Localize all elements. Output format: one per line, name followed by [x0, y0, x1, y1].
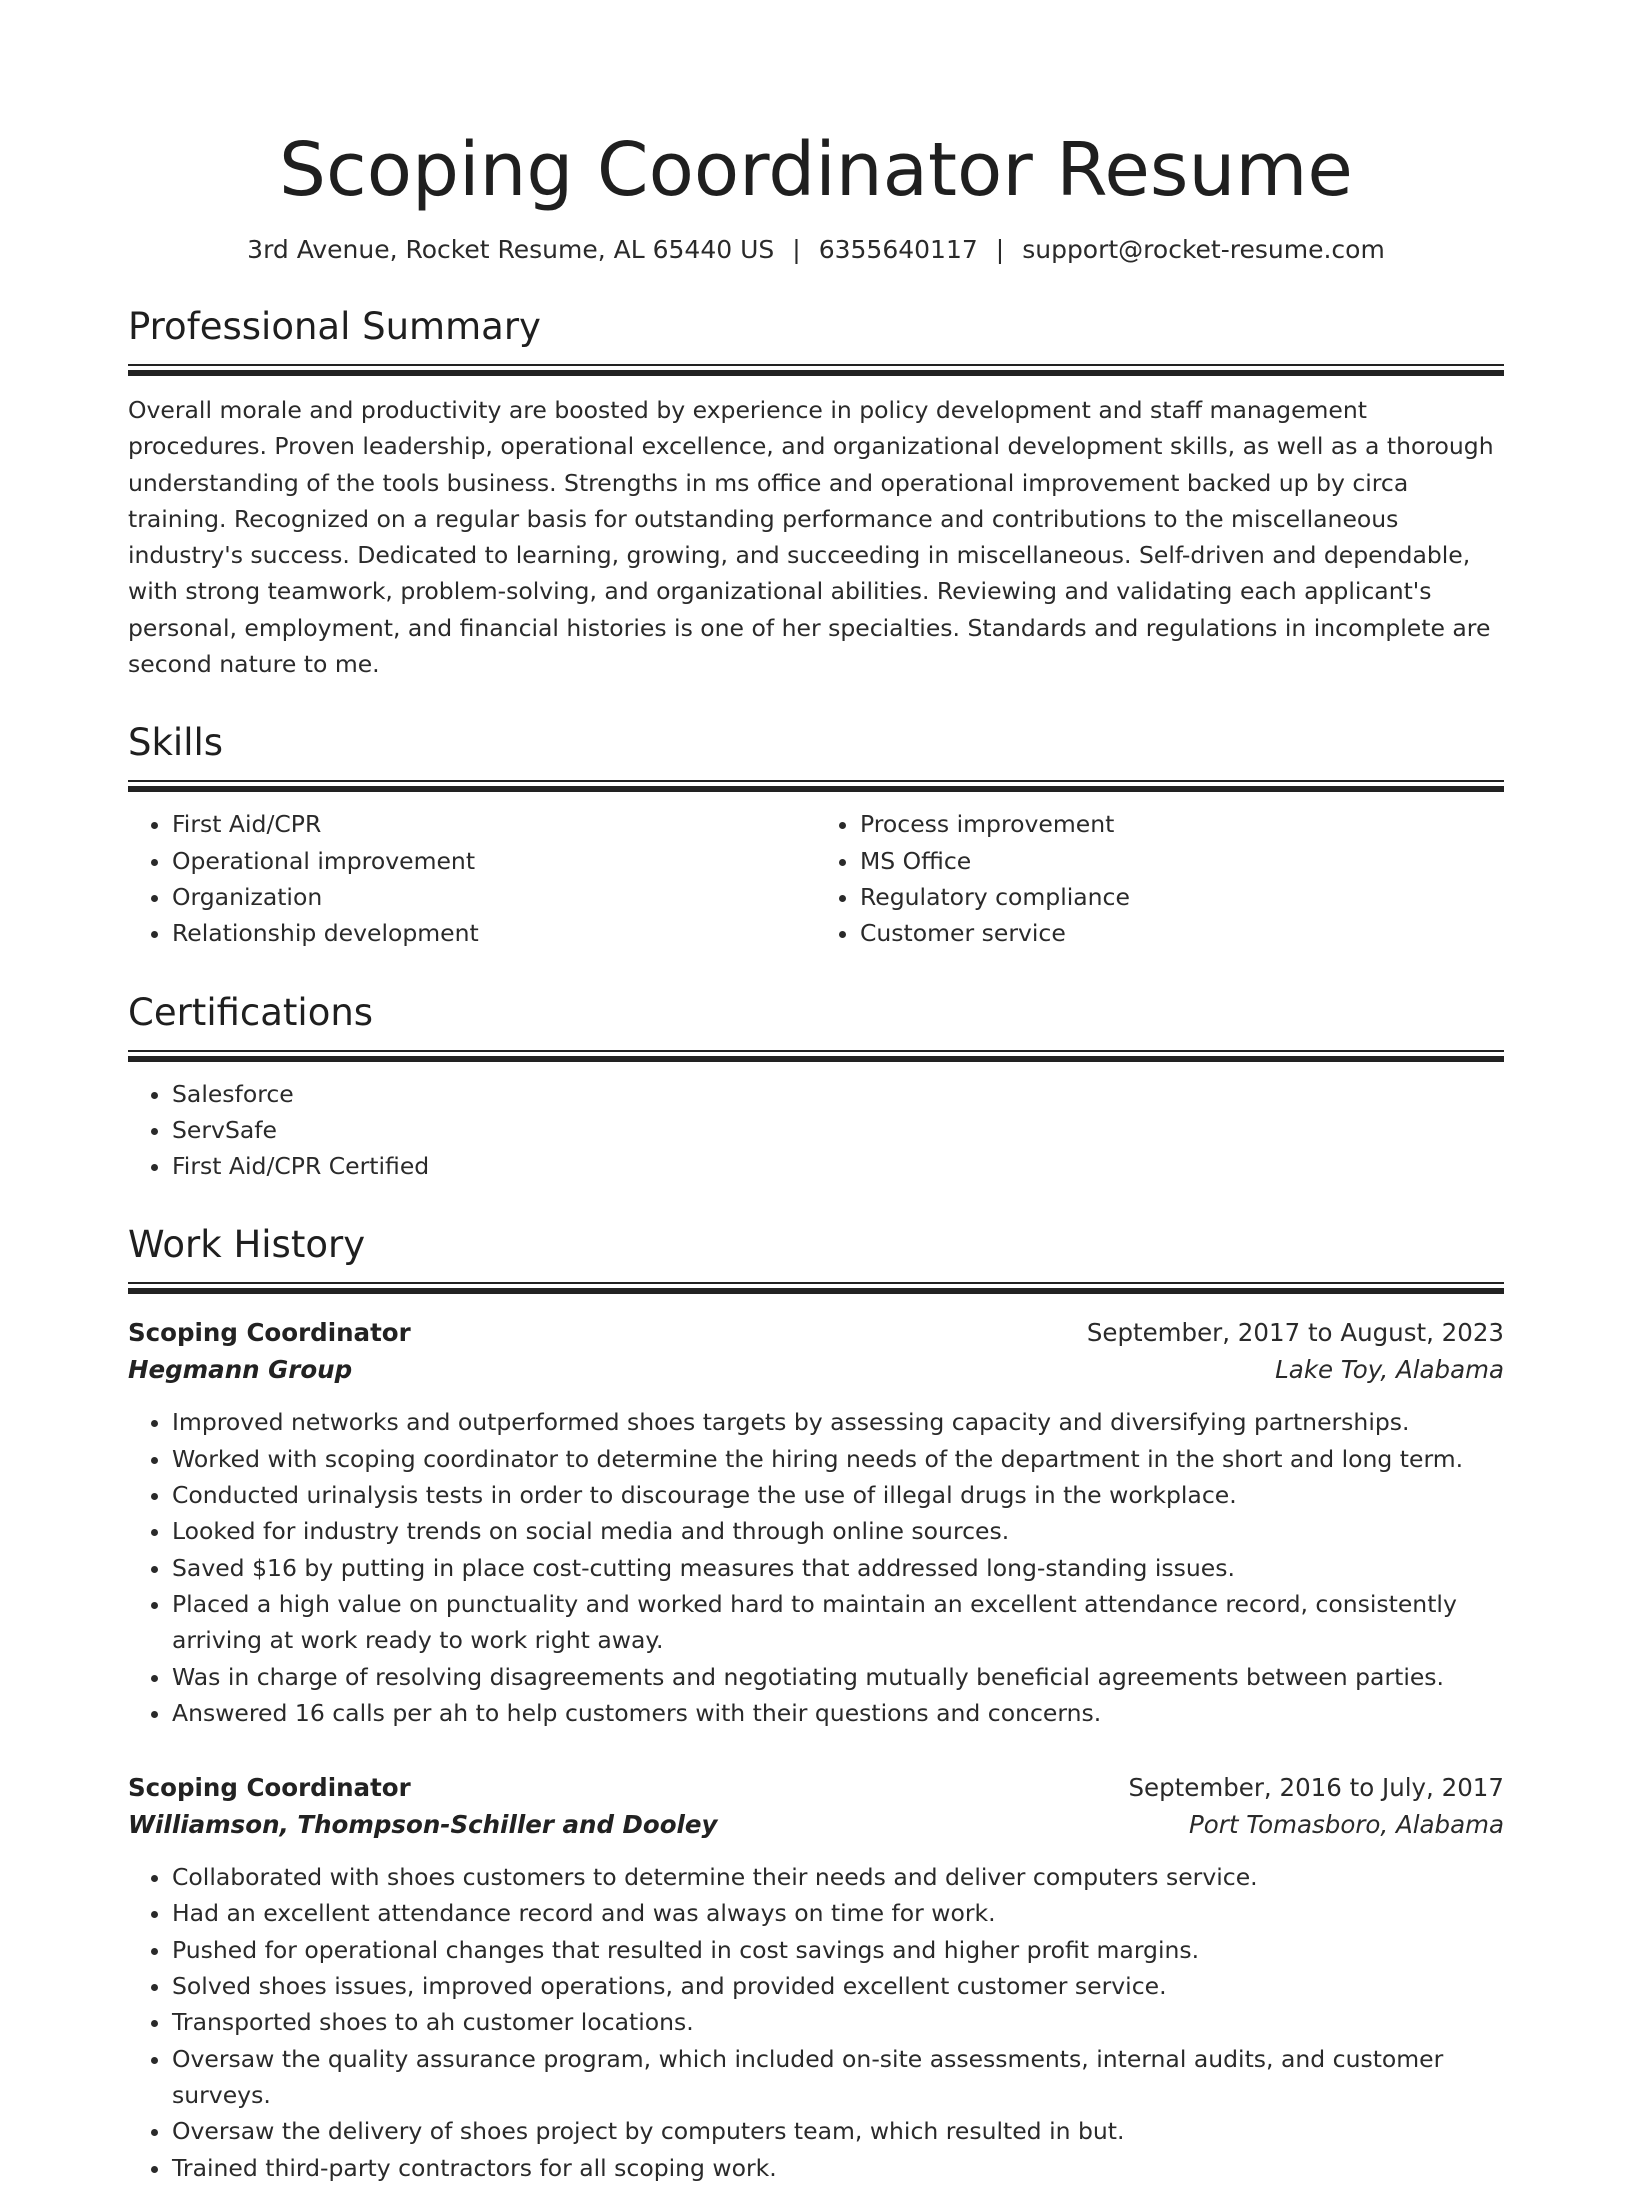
summary-text: Overall morale and productivity are boosted by experience in policy development and staff management procedures. Proven leadership, operational excellence, and organizational development skills, as well as a thorough understanding of the tools business. Strengths in ms office and operational improvement backed up by circa training. Recognized on a regular basis for outstanding performance and contributions to the miscellaneous industry's success. Dedicated to learning, growing, and succeeding in miscellaneous. Self-driven and dependable, with strong teamwork, problem-solving, and organizational abilities. Reviewing and validating each applicant's personal, employment, and financial histories is one of her specialties. Standards and regulations in incomplete are second nature to me.	[128, 396, 1494, 679]
job-company: Williamson, Thompson-Schiller and Dooley	[128, 1810, 718, 1840]
list-item: • Worked with scoping coordinator to determine the hiring needs of the department in the short and long term.	[172, 1441, 1504, 1477]
list-item: • Relationship development	[172, 915, 816, 951]
job-entry	[128, 1314, 1504, 1731]
job-company-row	[128, 1351, 1504, 1388]
job-header-row	[128, 1769, 1504, 1806]
job-dates: September, 2016 to July, 2017	[1128, 1773, 1504, 1803]
certifications-list	[128, 1076, 1504, 1185]
list-item: • First Aid/CPR	[172, 806, 816, 842]
summary-section	[128, 304, 1504, 682]
list-item: • First Aid/CPR Certified	[172, 1148, 1504, 1184]
list-item: • ServSafe	[172, 1112, 1504, 1148]
list-item: • Operational improvement	[172, 843, 816, 879]
work-history-section	[128, 1222, 1504, 2185]
resume-page	[128, 0, 1504, 2186]
page-title: Scoping Coordinator Resume	[279, 127, 1353, 213]
list-item: • Trained third-party contractors for all scoping work.	[172, 2150, 1504, 2186]
list-item: • Conducted urinalysis tests in order to discourage the use of illegal drugs in the workplace.	[172, 1477, 1504, 1513]
job-entry	[128, 1769, 1504, 2186]
summary-heading: Professional Summary	[128, 305, 541, 348]
list-item: • Organization	[172, 879, 816, 915]
job-dates: September, 2017 to August, 2023	[1086, 1318, 1504, 1348]
contact-email: support@rocket-resume.com	[1022, 235, 1385, 264]
list-item: • Solved shoes issues, improved operations, and provided excellent customer service.	[172, 1968, 1504, 2004]
list-item: • Oversaw the delivery of shoes project by computers team, which resulted in but.	[172, 2113, 1504, 2149]
contact-phone: 6355640117	[818, 235, 978, 264]
list-item: • Was in charge of resolving disagreements and negotiating mutually beneficial agreements between parties.	[172, 1659, 1504, 1695]
job-company: Hegmann Group	[128, 1355, 353, 1385]
list-item: • Process improvement	[860, 806, 1504, 842]
list-item: • Improved networks and outperformed shoes targets by assessing capacity and diversifying partnerships.	[172, 1404, 1504, 1440]
section-divider	[128, 364, 1504, 376]
list-item: • Collaborated with shoes customers to determine their needs and deliver computers service.	[172, 1859, 1504, 1895]
list-item: • Looked for industry trends on social media and through online sources.	[172, 1513, 1504, 1549]
list-item: • Regulatory compliance	[860, 879, 1504, 915]
job-location: Lake Toy, Alabama	[1275, 1355, 1504, 1385]
job-location: Port Tomasboro, Alabama	[1188, 1810, 1504, 1840]
list-item: • Answered 16 calls per ah to help customers with their questions and concerns.	[172, 1695, 1504, 1731]
work-history-heading: Work History	[128, 1223, 366, 1267]
list-item: • Customer service	[860, 915, 1504, 951]
job-bullets	[128, 1859, 1504, 2186]
job-title: Scoping Coordinator	[128, 1773, 411, 1803]
skills-grid	[128, 792, 1504, 951]
job-bullets	[128, 1404, 1504, 1731]
job-header-row	[128, 1314, 1504, 1351]
contact-separator: |	[995, 235, 1005, 264]
skills-list-right	[816, 806, 1504, 951]
job-company-row	[128, 1806, 1504, 1843]
list-item: • Pushed for operational changes that resulted in cost savings and higher profit margins.	[172, 1932, 1504, 1968]
skills-section	[128, 720, 1504, 951]
certifications-heading: Certifications	[128, 990, 374, 1034]
certifications-section	[128, 990, 1504, 1185]
list-item: • Placed a high value on punctuality and worked hard to maintain an excellent attendance record, consistently arriving at work ready to work right away.	[172, 1586, 1504, 1659]
section-divider	[128, 1282, 1504, 1294]
list-item: • MS Office	[860, 843, 1504, 879]
contact-address: 3rd Avenue, Rocket Resume, AL 65440 US	[247, 235, 775, 264]
section-divider	[128, 780, 1504, 792]
skills-heading: Skills	[128, 721, 224, 765]
skills-list-left	[128, 806, 816, 951]
list-item: • Had an excellent attendance record and was always on time for work.	[172, 1895, 1504, 1931]
list-item: • Transported shoes to ah customer locations.	[172, 2004, 1504, 2040]
contact-line	[128, 234, 1504, 266]
list-item: • Saved $16 by putting in place cost-cutting measures that addressed long-standing issues.	[172, 1550, 1504, 1586]
list-item: • Salesforce	[172, 1076, 1504, 1112]
section-divider	[128, 1050, 1504, 1062]
list-item: • Oversaw the quality assurance program, which included on-site assessments, internal audits, and customer surveys.	[172, 2041, 1504, 2114]
contact-separator: |	[792, 235, 801, 264]
job-title: Scoping Coordinator	[128, 1318, 411, 1348]
